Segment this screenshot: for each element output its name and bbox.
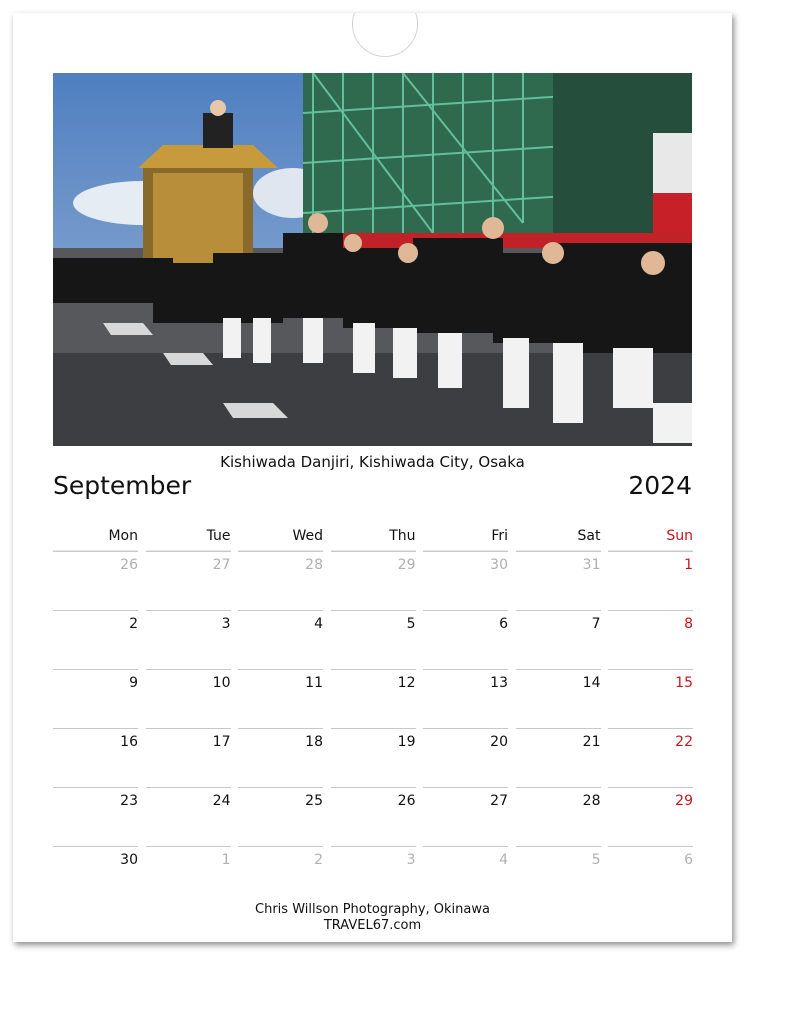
day-cell: 5 <box>516 846 601 905</box>
footer <box>13 902 732 934</box>
day-cell: 17 <box>146 728 231 787</box>
festival-photo <box>53 73 692 446</box>
day-cell: 13 <box>423 669 508 728</box>
day-cell: 26 <box>331 787 416 846</box>
day-cell: 22 <box>608 728 693 787</box>
calendar-page <box>13 13 732 942</box>
week-row <box>53 787 693 846</box>
weekday-thu: Thu <box>331 528 416 551</box>
month-title: September <box>53 471 192 500</box>
day-cell: 3 <box>146 610 231 669</box>
weekday-fri: Fri <box>423 528 508 551</box>
weeks-container <box>53 551 693 905</box>
day-cell: 29 <box>331 551 416 610</box>
weekday-tue: Tue <box>146 528 231 551</box>
day-cell: 27 <box>146 551 231 610</box>
day-cell: 28 <box>516 787 601 846</box>
calendar-grid <box>53 528 693 905</box>
day-cell: 23 <box>53 787 138 846</box>
day-cell: 9 <box>53 669 138 728</box>
week-row <box>53 669 693 728</box>
day-cell: 19 <box>331 728 416 787</box>
hanging-hole <box>352 0 418 57</box>
day-cell: 25 <box>238 787 323 846</box>
day-cell: 6 <box>423 610 508 669</box>
day-cell: 2 <box>238 846 323 905</box>
day-cell: 27 <box>423 787 508 846</box>
day-cell: 30 <box>53 846 138 905</box>
week-row <box>53 610 693 669</box>
day-cell: 21 <box>516 728 601 787</box>
day-cell: 11 <box>238 669 323 728</box>
day-cell: 12 <box>331 669 416 728</box>
day-cell: 20 <box>423 728 508 787</box>
day-cell: 10 <box>146 669 231 728</box>
photo-caption: Kishiwada Danjiri, Kishiwada City, Osaka <box>220 453 525 471</box>
day-cell: 1 <box>608 551 693 610</box>
day-cell: 28 <box>238 551 323 610</box>
day-cell: 18 <box>238 728 323 787</box>
weekday-mon: Mon <box>53 528 138 551</box>
day-cell: 29 <box>608 787 693 846</box>
day-cell: 4 <box>423 846 508 905</box>
day-cell: 15 <box>608 669 693 728</box>
week-row <box>53 846 693 905</box>
day-cell: 4 <box>238 610 323 669</box>
day-cell: 3 <box>331 846 416 905</box>
day-cell: 6 <box>608 846 693 905</box>
day-cell: 16 <box>53 728 138 787</box>
day-cell: 31 <box>516 551 601 610</box>
weekday-sun: Sun <box>608 528 693 551</box>
day-cell: 8 <box>608 610 693 669</box>
day-cell: 14 <box>516 669 601 728</box>
day-cell: 7 <box>516 610 601 669</box>
day-cell: 26 <box>53 551 138 610</box>
day-cell: 30 <box>423 551 508 610</box>
day-cell: 2 <box>53 610 138 669</box>
day-cell: 5 <box>331 610 416 669</box>
weekday-wed: Wed <box>238 528 323 551</box>
day-cell: 1 <box>146 846 231 905</box>
website-credit: TRAVEL67.com <box>323 918 422 933</box>
day-cell: 24 <box>146 787 231 846</box>
week-row <box>53 728 693 787</box>
year-title: 2024 <box>628 471 692 500</box>
weekday-header <box>53 528 693 551</box>
week-row <box>53 551 693 610</box>
photographer-credit: Chris Willson Photography, Okinawa <box>255 902 490 917</box>
weekday-sat: Sat <box>516 528 601 551</box>
